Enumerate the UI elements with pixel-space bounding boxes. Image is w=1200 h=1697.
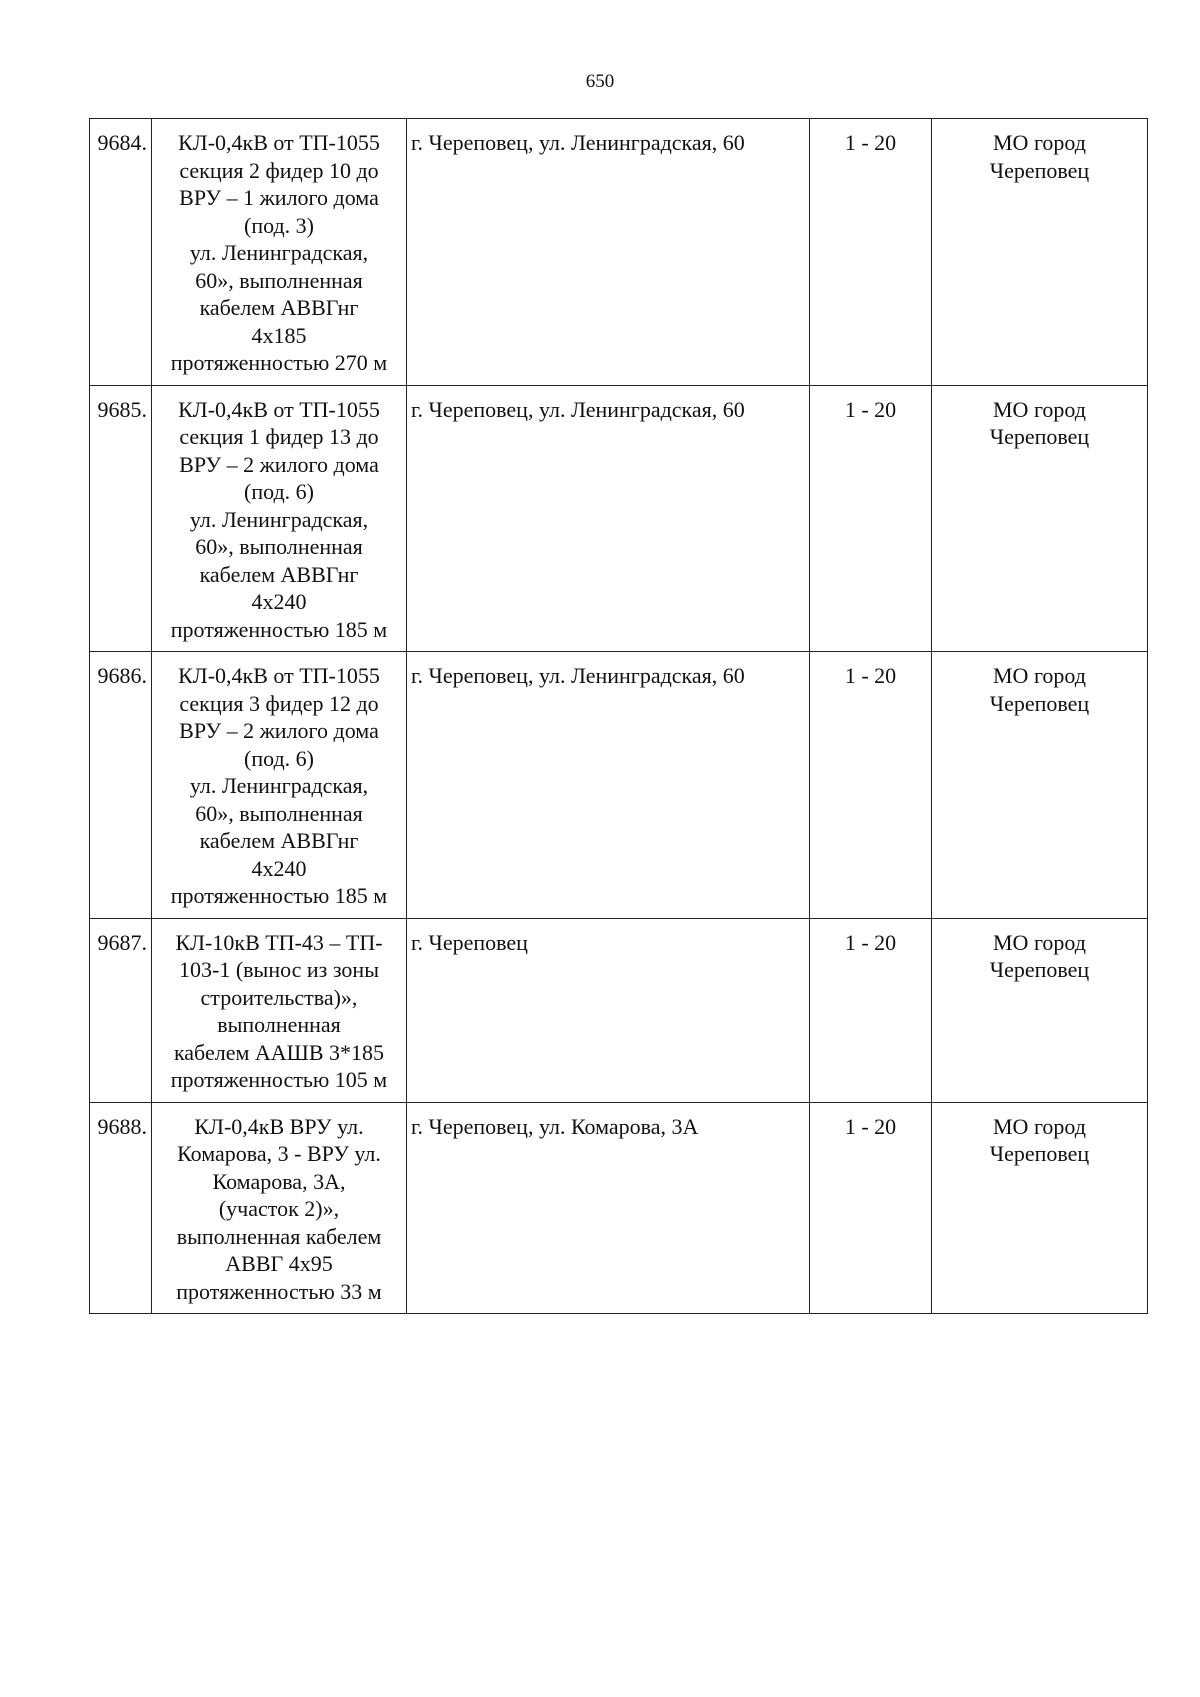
owner-line: МО город (993, 1113, 1086, 1139)
object-name-line: ул. Ленинградская, (189, 506, 369, 532)
owner-line: МО город (993, 663, 1086, 688)
object-name-line: ВРУ – 1 жилого дома (179, 185, 379, 210)
object-name-line: (под. 3) (244, 212, 314, 238)
registry-table (89, 118, 1148, 1314)
owner-cell (932, 652, 1148, 919)
registry-table-body (90, 119, 1148, 1314)
object-name-line: 60», выполненная (195, 800, 363, 826)
object-name-line: (под. 6) (244, 479, 314, 504)
owner-line: Череповец (989, 157, 1090, 183)
object-name-line: протяженностью 105 м (170, 1067, 388, 1092)
owner-line: МО город (993, 130, 1086, 155)
object-name-line: Комарова, 3А, (212, 1168, 346, 1194)
owner-cell (932, 385, 1148, 652)
table-row (90, 1102, 1148, 1314)
object-name-line: АВВГ 4х95 (225, 1251, 333, 1276)
object-name-line: (участок 2)», (218, 1196, 340, 1221)
owner-line: Череповец (989, 1141, 1090, 1166)
object-name-line: протяженностью 270 м (170, 350, 388, 375)
object-name-line: (под. 6) (244, 745, 314, 771)
object-name-line: 4х240 (251, 589, 307, 614)
row-number-cell: 9684. (90, 119, 152, 386)
row-number-cell: 9687. (90, 918, 152, 1102)
row-number-cell: 9685. (90, 385, 152, 652)
range-cell: 1 - 20 (810, 652, 932, 919)
object-name-line: КЛ-0,4кВ от ТП-1055 (178, 130, 380, 155)
object-name-line: КЛ-10кВ ТП-43 – ТП- (175, 929, 383, 955)
object-name-line: ул. Ленинградская, (189, 773, 369, 798)
object-name-line: 60», выполненная (195, 267, 363, 293)
object-name-line: секция 3 фидер 12 до (179, 690, 379, 716)
address-cell: г. Череповец, ул. Ленинградская, 60 (407, 385, 810, 652)
address-cell: г. Череповец, ул. Ленинградская, 60 (407, 119, 810, 386)
object-name-line: Комарова, 3 - ВРУ ул. (177, 1141, 381, 1166)
object-name-line: протяженностью 185 м (170, 883, 388, 908)
object-name-line: КЛ-0,4кВ от ТП-1055 (178, 663, 380, 688)
range-cell: 1 - 20 (810, 1102, 932, 1314)
table-row (90, 119, 1148, 386)
row-number-cell: 9686. (90, 652, 152, 919)
object-name-line: кабелем АВВГнг (199, 561, 359, 587)
object-name-cell (152, 385, 407, 652)
object-name-line: ВРУ – 2 жилого дома (179, 451, 379, 477)
object-name-cell (152, 652, 407, 919)
object-name-line: выполненная кабелем (176, 1223, 382, 1249)
owner-line: МО город (993, 396, 1086, 422)
object-name-cell (152, 918, 407, 1102)
owner-line: Череповец (989, 424, 1090, 449)
table-row (90, 385, 1148, 652)
owner-cell (932, 918, 1148, 1102)
table-row (90, 918, 1148, 1102)
object-name-cell (152, 1102, 407, 1314)
object-name-line: кабелем АВВГнг (199, 295, 359, 320)
owner-cell (932, 119, 1148, 386)
object-name-line: КЛ-0,4кВ ВРУ ул. (194, 1113, 364, 1139)
address-cell: г. Череповец (407, 918, 810, 1102)
object-name-line: 4х240 (251, 855, 307, 881)
object-name-cell (152, 119, 407, 386)
object-name-line: ул. Ленинградская, (189, 240, 369, 265)
object-name-line: кабелем ААШВ 3*185 (173, 1039, 385, 1065)
owner-cell (932, 1102, 1148, 1314)
object-name-line: протяженностью 33 м (176, 1278, 382, 1304)
object-name-line: ВРУ – 2 жилого дома (179, 718, 379, 743)
object-name-line: протяженностью 185 м (170, 616, 388, 642)
object-name-line: кабелем АВВГнг (199, 828, 359, 853)
owner-line: Череповец (989, 957, 1090, 982)
object-name-line: 4х185 (251, 322, 307, 348)
range-cell: 1 - 20 (810, 119, 932, 386)
object-name-line: 60», выполненная (195, 534, 363, 559)
object-name-line: 103-1 (вынос из зоны (179, 957, 379, 982)
table-row (90, 652, 1148, 919)
object-name-line: секция 2 фидер 10 до (179, 157, 379, 183)
address-cell: г. Череповец, ул. Ленинградская, 60 (407, 652, 810, 919)
object-name-line: КЛ-0,4кВ от ТП-1055 (178, 396, 380, 422)
row-number-cell: 9688. (90, 1102, 152, 1314)
object-name-line: секция 1 фидер 13 до (179, 424, 379, 449)
object-name-line: строительства)», (200, 984, 358, 1010)
page-number: 650 (585, 71, 615, 92)
range-cell: 1 - 20 (810, 385, 932, 652)
object-name-line: выполненная (217, 1012, 341, 1037)
range-cell: 1 - 20 (810, 918, 932, 1102)
owner-line: МО город (993, 929, 1086, 955)
address-cell: г. Череповец, ул. Комарова, 3А (407, 1102, 810, 1314)
owner-line: Череповец (989, 690, 1090, 716)
